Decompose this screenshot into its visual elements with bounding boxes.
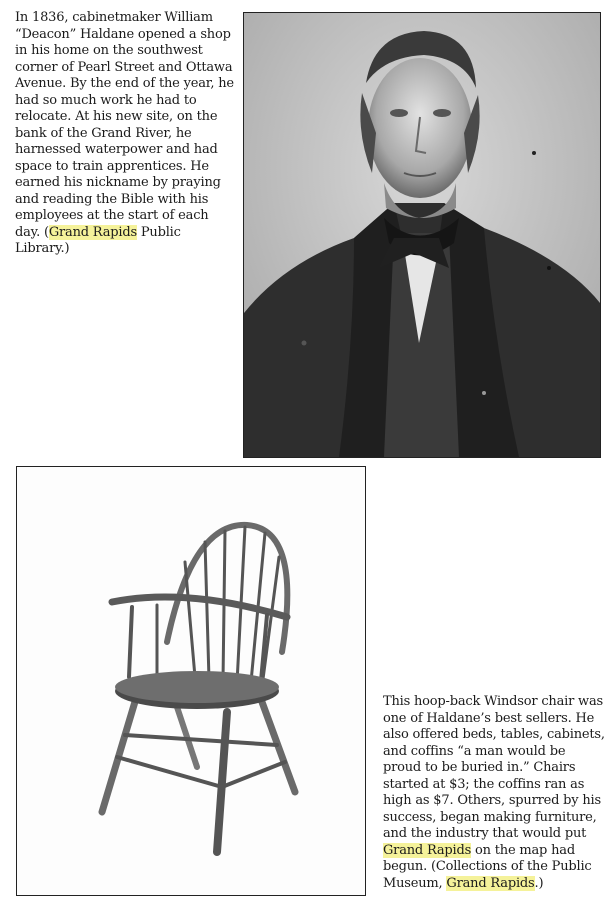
windsor-chair-photo — [16, 466, 366, 896]
caption-text: Public Library.) — [15, 224, 181, 256]
caption-text: This hoop-back Windsor chair was one of Haldane’s best sellers. He also offered beds, tables, cabinets, and coffins “a man would be proud to be buried in.” Chairs started at $3; the coffins ran as high as $7. Others, spurred by his success, began making furniture, and the industry that would put — [383, 694, 605, 841]
chair-illustration — [17, 467, 365, 895]
portrait-illustration — [244, 13, 600, 457]
highlighted-term: Grand Rapids — [48, 224, 137, 240]
caption-text: .) — [534, 875, 544, 891]
caption-text: In 1836, cabinetmaker William “Deacon” Haldane opened a shop in his home on the southwest corner of Pearl Street and Ottawa Avenue. By the end of the year, he had so much work he had to relocate. At his new site, on the bank of the Grand River, he harnessed waterpower and had space to train apprentices. He earned his nickname by praying and reading the Bible with his employees at the start of each day. ( — [15, 10, 234, 240]
portrait-caption — [15, 10, 237, 258]
haldane-portrait-photo — [243, 12, 601, 458]
caption-text: on the map had begun. (Collections of the Public Museum, — [383, 842, 592, 891]
highlighted-term: Grand Rapids — [446, 875, 535, 891]
highlighted-term: Grand Rapids — [383, 842, 472, 858]
chair-caption — [383, 694, 605, 892]
